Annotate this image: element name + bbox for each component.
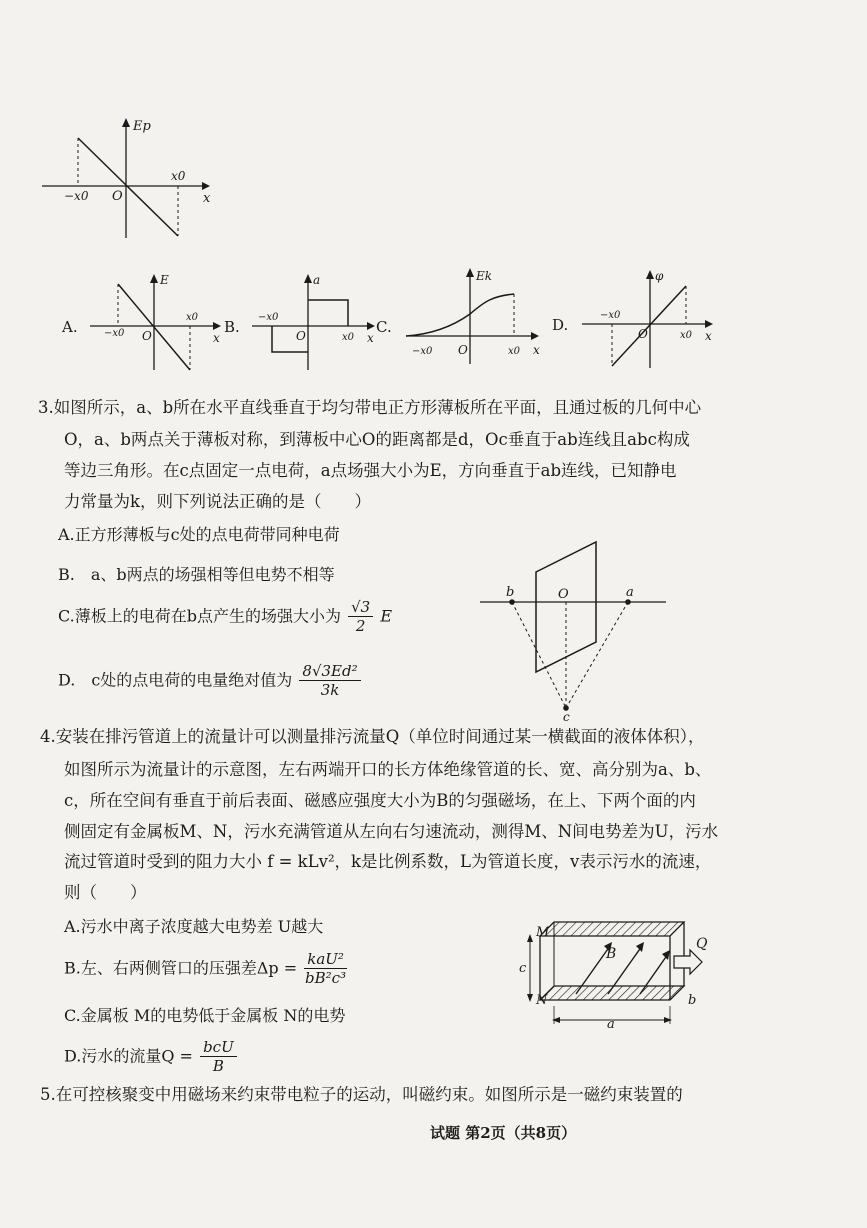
q4-option-d [64,1038,239,1075]
option-b-pos-tick: x0 [342,332,355,343]
option-c-pos-tick: x0 [508,346,521,357]
top-ep-graph [38,110,218,250]
top-neg-tick: −x0 [64,189,89,203]
q4-option-d-text: D.污水的流量Q = [64,1046,193,1066]
option-d-pos-tick: x0 [680,330,693,341]
option-b-neg-tick: −x0 [258,312,279,323]
q3-option-c-fraction [348,598,373,635]
q3-option-d-fraction [299,662,360,699]
q4-option-b-text: B.左、右两侧管口的压强差Δp = [64,958,298,978]
q3-line-1: 3.如图所示，a、b所在水平直线垂直于均匀带电正方形薄板所在平面，且通过板的几何中心 [38,398,702,417]
option-a-graph [58,270,233,380]
q3-option-d [58,662,363,699]
option-a-xlabel: x [213,331,220,345]
q4-fig-b-width: b [688,993,697,1008]
option-d-neg-tick: −x0 [600,310,621,321]
q4-option-d-num: bcU [200,1038,237,1057]
q4-option-d-den: B [212,1057,224,1075]
option-d-xlabel: x [705,329,712,343]
q4-fig-n: N [536,993,548,1008]
q3-fig-c: c [563,710,570,723]
q4-figure [518,912,718,1032]
option-d-ylabel: φ [655,269,664,283]
q4-option-b [64,950,349,987]
option-c-origin: O [458,343,468,357]
q3-option-c [58,598,392,635]
q4-fig-b-field: B [606,946,617,962]
option-a-ylabel: E [160,273,169,287]
q4-line-2: 如图所示为流量计的示意图，左右两端开口的长方体绝缘管道的长、宽、高分别为a、b、 [64,760,712,779]
option-c-graph [376,264,548,374]
q3-figure [476,538,676,723]
top-origin: O [112,189,123,204]
q3-fig-b: b [506,585,515,600]
q3-option-a: A.正方形薄板与c处的点电荷带同种电荷 [58,525,340,544]
q3-line-4: 力常量为k，则下列说法正确的是（ ） [64,492,371,511]
q3-option-c-den: 2 [355,617,366,635]
option-d-origin: O [638,327,648,341]
q4-fig-q: Q [696,936,708,952]
q3-line-2: O，a、b两点关于薄板对称，到薄板中心O的距离都是d，Oc垂直于ab连线且abc构成 [64,430,690,449]
q4-option-d-fraction [200,1038,237,1075]
q4-option-a: A.污水中离子浓度越大电势差 U越大 [64,917,324,936]
top-pos-tick: x0 [171,169,186,183]
option-a-origin: O [142,329,152,343]
option-b-origin: O [296,329,306,343]
q3-option-c-num: √3 [348,598,373,617]
q4-fig-m: M [536,925,550,940]
option-d-graph [550,266,722,376]
q4-line-5: 流过管道时受到的阻力大小 f = kLv²，k是比例系数，L为管道长度，v表示污水的流速， [64,852,712,871]
q3-option-d-num: 8√3Ed² [299,662,360,681]
q3-option-c-tail: E [380,606,392,626]
q4-fig-a: a [607,1017,615,1032]
q3-option-d-text: D. c处的点电荷的电量绝对值为 [58,670,293,690]
option-c-neg-tick: −x0 [412,346,433,357]
option-c-xlabel: x [533,343,540,357]
q5-line-1: 5.在可控核聚变中用磁场来约束带电粒子的运动，叫磁约束。如图所示是一磁约束装置的 [40,1085,683,1104]
top-ylabel: Ep [133,119,151,134]
option-a-letter: A. [62,318,78,336]
option-d-letter: D. [552,316,569,334]
q4-option-c: C.金属板 M的电势低于金属板 N的电势 [64,1006,346,1025]
q4-line-3: c，所在空间有垂直于前后表面、磁感应强度大小为B的匀强磁场，在上、下两个面的内 [64,791,696,810]
q3-fig-o: O [558,587,569,602]
option-b-xlabel: x [367,331,374,345]
q4-option-b-num: kaU² [304,950,347,969]
q3-line-3: 等边三角形。在c点固定一点电荷，a点场强大小为E，方向垂直于ab连线，已知静电 [64,461,677,480]
page-footer: 试题 第2页（共8页） [430,1124,577,1142]
option-b-ylabel: a [313,273,321,287]
q3-fig-a: a [626,585,634,600]
option-b-letter: B. [224,318,240,336]
q4-line-1: 4.安装在排污管道上的流量计可以测量排污流量Q（单位时间通过某一横截面的液体体积）， [40,727,705,746]
q4-option-b-den: bB²c³ [305,969,347,987]
q4-line-4: 侧固定有金属板M、N，污水充满管道从左向右匀速流动，测得M、N间电势差为U，污水 [64,822,719,841]
q4-fig-c: c [519,961,527,976]
q4-option-b-fraction [304,950,347,987]
option-b-graph [222,270,382,380]
q3-option-d-den: 3k [320,681,340,699]
option-c-letter: C. [376,318,392,336]
q4-line-6: 则（ ） [64,883,147,902]
top-xlabel: x [203,191,211,206]
option-a-neg-tick: −x0 [104,328,125,339]
option-c-ylabel: Ek [476,269,493,283]
q3-option-b: B. a、b两点的场强相等但电势不相等 [58,565,335,584]
q3-option-c-text: C.薄板上的电荷在b点产生的场强大小为 [58,606,342,626]
option-a-pos-tick: x0 [186,312,199,323]
